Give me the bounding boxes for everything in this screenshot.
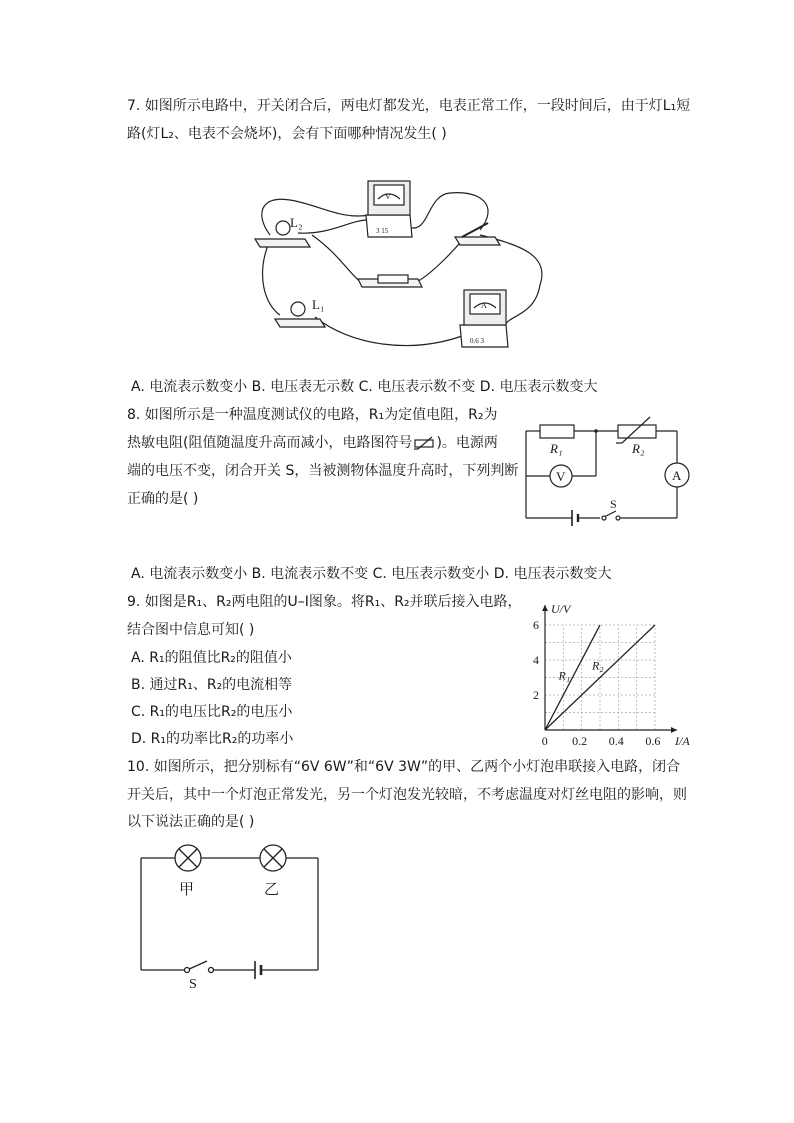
thermistor-symbol-icon <box>412 436 436 450</box>
y-axis-label: U/V <box>551 602 571 616</box>
q10-stem-line2: 开关后，其中一个灯泡正常发光，另一个灯泡发光较暗，不考虑温度对灯丝电阻的影响，则 <box>127 787 687 803</box>
q9-stem-line2: 结合图中信息可知( ) <box>127 622 255 638</box>
y-tick-label: 2 <box>533 688 539 702</box>
x-tick-label: 0.6 <box>645 734 661 748</box>
q9-option-b: B. 通过R₁、R₂的电流相等 <box>131 677 293 693</box>
x-axis-arrow <box>671 727 677 733</box>
q10-circuit-diagram <box>135 840 325 990</box>
y-tick-label: 4 <box>533 653 539 667</box>
q10-stem-line1: 10. 如图所示，把分别标有“6V 6W”和“6V 3W”的甲、乙两个小灯泡串联接入电路，闭合 <box>127 759 681 775</box>
y-axis-arrow <box>542 605 548 611</box>
q8-label-R2: R₂ <box>632 441 645 456</box>
q9-stem-line1: 9. 如图是R₁、R₂两电阻的U–I图象。将R₁、R₂并联后接入电路， <box>127 594 522 610</box>
q9-ui-graph <box>520 595 700 750</box>
q7-circuit-figure <box>250 175 550 355</box>
x-tick-label: 0.4 <box>608 734 624 748</box>
q7-label-L2: L₂ <box>290 215 303 230</box>
q7-label-L1: L₁ <box>312 297 325 312</box>
q8-voltmeter-label: V <box>556 469 566 484</box>
q9-option-d: D. R₁的功率比R₂的功率小 <box>131 731 294 747</box>
q8-circuit-diagram <box>520 415 695 525</box>
q8-switch-label: S <box>610 497 617 511</box>
q7-voltmeter-label: V <box>385 192 391 201</box>
q10-lamp-label-jia: 甲 <box>179 882 195 898</box>
q8-stem-line3: 端的电压不变，闭合开关 S，当被测物体温度升高时，下列判断 <box>127 463 519 479</box>
q7-ammeter-label: A <box>481 301 487 310</box>
q10-lamp-label-yi: 乙 <box>264 882 280 898</box>
q8-options: A. 电流表示数变小 B. 电流表示数不变 C. 电压表示数变小 D. 电压表示数变大 <box>131 566 612 582</box>
q8-stem-line2: 热敏电阻(阻值随温度升高而减小，电路图符号 )。电源两 <box>127 435 498 451</box>
series-label-2: R₂ <box>592 658 604 673</box>
q7-options: A. 电流表示数变小 B. 电压表无示数 C. 电压表示数不变 D. 电压表示数变大 <box>131 379 598 395</box>
q7-voltmeter-scale: 3 15 <box>376 227 389 235</box>
series-label-1: R₁ <box>558 668 571 683</box>
q10-switch-label: S <box>189 977 197 992</box>
y-tick-label: 6 <box>533 618 539 632</box>
q7-stem-line1: 7. 如图所示电路中，开关闭合后，两电灯都发光，电表正常工作，一段时间后，由于灯L₁短 <box>127 98 691 114</box>
x-axis-label: I/A <box>675 734 690 748</box>
chart-tick-labels <box>533 602 690 748</box>
q8-stem-line1: 8. 如图所示是一种温度测试仪的电路，R₁为定值电阻，R₂为 <box>127 407 498 423</box>
q9-option-c: C. R₁的电压比R₂的电压小 <box>131 704 293 720</box>
q8-ammeter-label: A <box>672 468 682 483</box>
q7-ammeter-scale: 0.6 3 <box>470 337 484 345</box>
q8-label-R1: R₁ <box>550 441 563 456</box>
q9-option-a: A. R₁的阻值比R₂的阻值小 <box>131 650 292 666</box>
q10-stem-line3: 以下说法正确的是( ) <box>127 814 255 830</box>
q8-stem-line4: 正确的是( ) <box>127 491 199 507</box>
x-tick-label: 0 <box>541 734 548 748</box>
q7-stem-line2: 路(灯L₂、电表不会烧坏)，会有下面哪种情况发生( ) <box>127 126 447 142</box>
x-tick-label: 0.2 <box>572 734 588 748</box>
